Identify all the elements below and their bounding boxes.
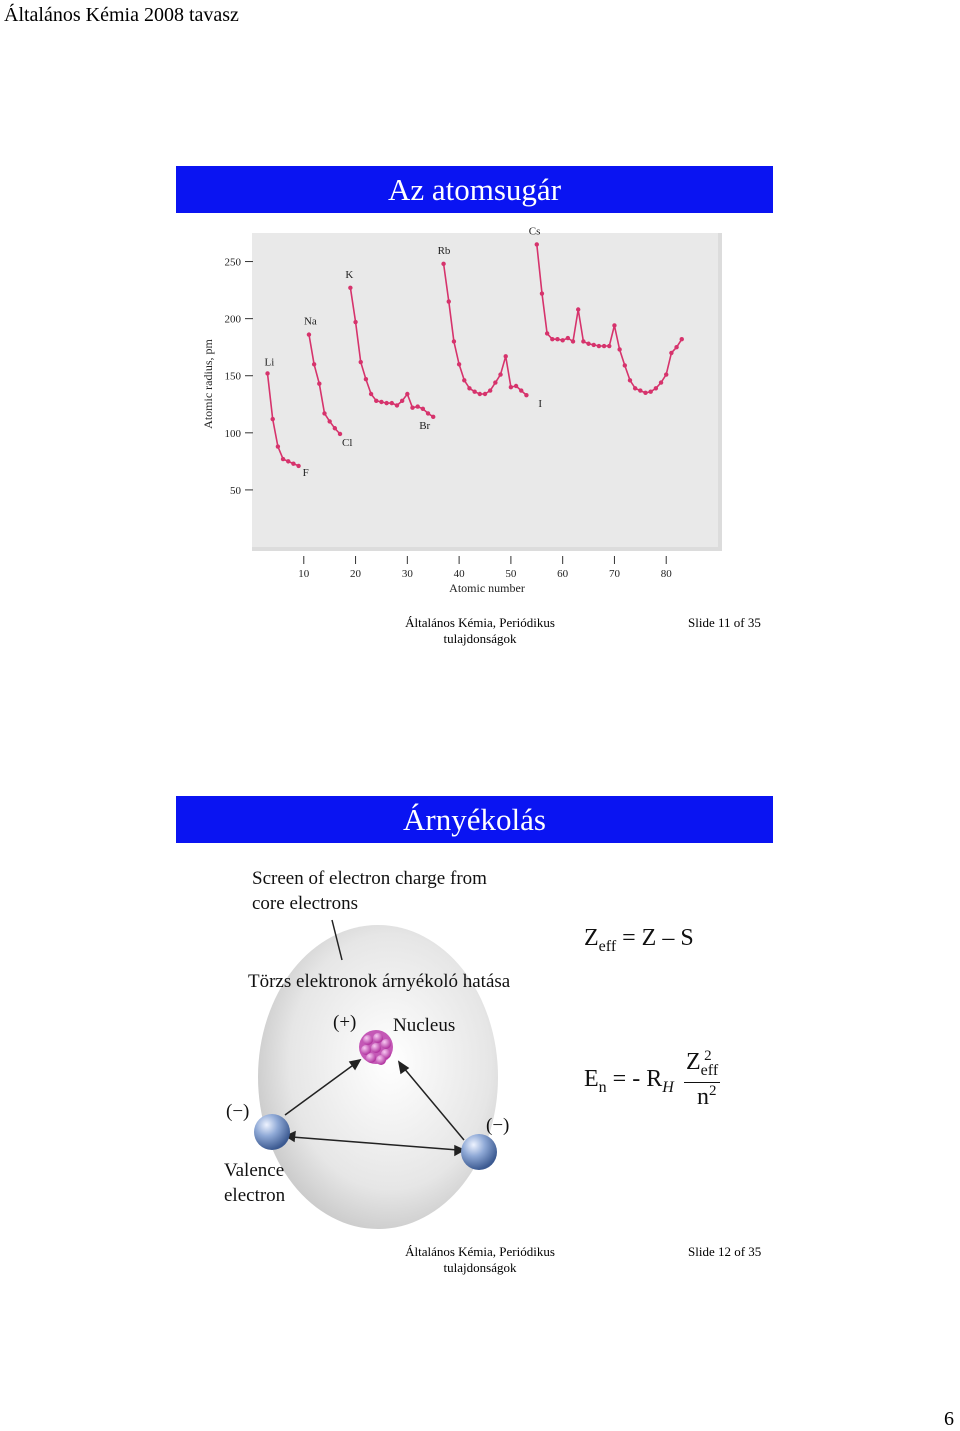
data-point [307, 332, 311, 336]
element-label-rb: Rb [437, 244, 451, 257]
numerator-z: Z [686, 1049, 701, 1075]
data-point [322, 411, 326, 415]
data-point [447, 299, 451, 303]
numerator-exponent: 2 [704, 1048, 712, 1064]
x-tick-label: 80 [660, 568, 672, 580]
y-tick-label: 50 [230, 484, 241, 497]
x-tick-label: 60 [557, 568, 569, 580]
zeff-symbol: Z [584, 925, 599, 951]
energy-subscript: n [598, 1078, 607, 1096]
slide-title-atomic-radius: Az atomsugár [176, 166, 773, 213]
data-point [462, 378, 466, 382]
data-point [457, 362, 461, 366]
denominator-n: n [697, 1084, 709, 1110]
data-point [545, 331, 549, 335]
energy-formula-lhs [584, 1066, 674, 1097]
data-point [390, 401, 394, 405]
element-label-br: Br [419, 419, 431, 432]
slide-11-footer-number: Slide 11 of 35 [688, 615, 761, 630]
x-tick-label: 20 [350, 568, 362, 580]
data-point [550, 337, 554, 341]
data-point [617, 347, 621, 351]
data-point [633, 386, 637, 390]
data-point [353, 320, 357, 324]
atomic-radius-chart [196, 226, 741, 602]
element-label-k: K [345, 268, 354, 281]
electron-charge-left: (−) [226, 1101, 250, 1122]
slide-title-shielding: Árnyékolás [176, 796, 773, 843]
data-point [571, 339, 575, 343]
data-point [612, 323, 616, 327]
nucleus-charge: (+) [333, 1012, 357, 1033]
fraction-denominator [697, 1083, 717, 1111]
slide-12-footer-number: Slide 12 of 35 [688, 1244, 762, 1259]
data-point [669, 351, 673, 355]
data-point [379, 400, 383, 404]
nucleus-label: Nucleus [393, 1015, 456, 1036]
data-point [607, 344, 611, 348]
data-point [452, 339, 456, 343]
data-point [576, 307, 580, 311]
screen-caption: Screen of electron charge from core electrons [252, 868, 487, 914]
denominator-exponent: 2 [709, 1083, 717, 1099]
core-electron-caption: Törzs elektronok árnyékoló hatása [248, 971, 511, 992]
element-label-na: Na [303, 315, 317, 328]
data-point [643, 391, 647, 395]
data-point [560, 338, 564, 342]
page-header: Általános Kémia 2008 tavasz [4, 4, 239, 26]
data-point [405, 392, 409, 396]
data-point [535, 242, 539, 246]
data-point [586, 342, 590, 346]
data-point [509, 385, 513, 389]
data-point [581, 339, 585, 343]
data-point [317, 382, 321, 386]
data-point [592, 343, 596, 347]
data-point [271, 417, 275, 421]
data-point [555, 337, 559, 341]
data-point [483, 392, 487, 396]
data-point [369, 392, 373, 396]
slide-11-footer-course: Általános Kémia, Periódikus tulajdonságok [405, 615, 555, 646]
data-point [338, 432, 342, 436]
y-tick-label: 250 [224, 256, 241, 269]
data-point [504, 354, 508, 358]
energy-symbol: E [584, 1066, 599, 1092]
data-point [364, 377, 368, 381]
data-point [296, 464, 300, 468]
data-point [628, 378, 632, 382]
y-tick-label: 150 [224, 370, 241, 383]
energy-mid: = - R [606, 1066, 663, 1092]
x-tick-label: 30 [401, 568, 413, 580]
x-tick-label: 50 [505, 568, 517, 580]
valence-electron-label: Valence electron [224, 1160, 286, 1206]
data-point [415, 404, 419, 408]
data-point [478, 392, 482, 396]
data-point [431, 415, 435, 419]
data-point [524, 393, 528, 397]
data-point [674, 345, 678, 349]
data-point [410, 405, 414, 409]
data-point [467, 386, 471, 390]
data-point [426, 411, 430, 415]
data-point [648, 390, 652, 394]
electron-charge-right: (−) [486, 1115, 510, 1136]
data-point [395, 403, 399, 407]
data-point [384, 401, 388, 405]
element-label-cs: Cs [528, 226, 541, 238]
element-label-f: F [302, 466, 309, 479]
data-point [654, 386, 658, 390]
data-point [327, 419, 331, 423]
data-point [514, 384, 518, 388]
y-tick-label: 100 [224, 427, 241, 440]
x-tick-label: 70 [608, 568, 620, 580]
data-point [493, 380, 497, 384]
y-axis-label: Atomic radius, pm [201, 339, 215, 429]
data-point [286, 459, 290, 463]
page-number: 6 [944, 1408, 954, 1430]
data-point [680, 337, 684, 341]
data-point [441, 262, 445, 266]
element-label-cl: Cl [342, 436, 353, 449]
data-point [265, 371, 269, 375]
data-point [291, 461, 295, 465]
data-point [276, 444, 280, 448]
element-label-li: Li [264, 356, 275, 369]
zeff-rhs: = Z – S [616, 925, 694, 951]
data-point [566, 336, 570, 340]
data-point [519, 388, 523, 392]
x-axis-label: Atomic number [449, 581, 525, 595]
fraction-numerator [686, 1048, 726, 1080]
data-point [281, 457, 285, 461]
numerator-eff: eff [700, 1061, 719, 1079]
data-point [359, 360, 363, 364]
x-tick-label: 40 [453, 568, 465, 580]
data-point [664, 372, 668, 376]
data-point [638, 388, 642, 392]
zeff-subscript: eff [598, 937, 617, 955]
data-point [540, 291, 544, 295]
plot-area [252, 233, 718, 547]
data-point [348, 286, 352, 290]
valence-electron-left [254, 1114, 290, 1150]
valence-electron-right [461, 1134, 497, 1170]
data-point [472, 390, 476, 394]
data-point [421, 407, 425, 411]
data-point [374, 399, 378, 403]
y-tick-label: 200 [224, 313, 241, 326]
data-point [488, 388, 492, 392]
data-point [597, 344, 601, 348]
rydberg-subscript: H [662, 1078, 674, 1096]
element-label-i: I [538, 398, 543, 411]
data-point [602, 344, 606, 348]
zeff-formula [584, 925, 694, 956]
data-point [400, 399, 404, 403]
data-point [623, 363, 627, 367]
data-point [659, 380, 663, 384]
data-point [333, 426, 337, 430]
data-point [498, 372, 502, 376]
data-point [312, 362, 316, 366]
slide-12-footer-course: Általános Kémia, Periódikus tulajdonságok [405, 1244, 555, 1275]
x-tick-label: 10 [298, 568, 310, 580]
